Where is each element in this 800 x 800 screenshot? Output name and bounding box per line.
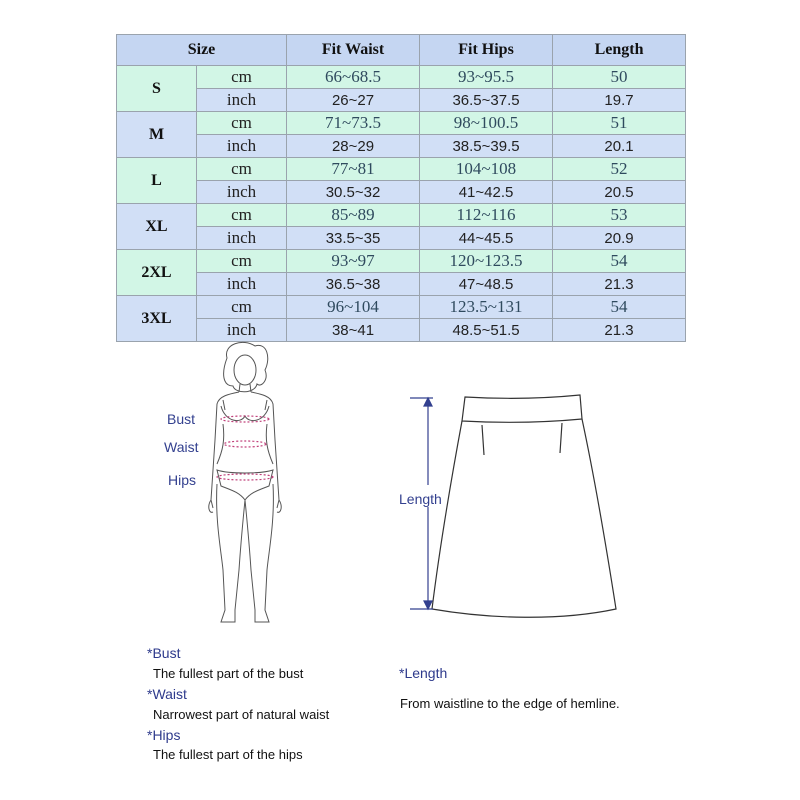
waist-cell: 30.5~32 xyxy=(287,181,420,204)
size-label: S xyxy=(117,66,197,112)
length-cell: 53 xyxy=(553,204,686,227)
hips-cell: 44~45.5 xyxy=(420,227,553,250)
size-chart-table xyxy=(116,34,686,342)
unit-cell: inch xyxy=(197,227,287,250)
size-label: XL xyxy=(117,204,197,250)
waist-cell: 96~104 xyxy=(287,296,420,319)
waist-cell: 28~29 xyxy=(287,135,420,158)
size-label: M xyxy=(117,112,197,158)
size-label: 2XL xyxy=(117,250,197,296)
hips-cell: 36.5~37.5 xyxy=(420,89,553,112)
note-hips-title: *Hips xyxy=(147,727,181,743)
length-cell: 19.7 xyxy=(553,89,686,112)
length-cell: 50 xyxy=(553,66,686,89)
length-cell: 21.3 xyxy=(553,273,686,296)
length-cell: 20.5 xyxy=(553,181,686,204)
hips-cell: 98~100.5 xyxy=(420,112,553,135)
hips-cell: 120~123.5 xyxy=(420,250,553,273)
unit-cell: cm xyxy=(197,158,287,181)
length-cell: 21.3 xyxy=(553,319,686,342)
header-size: Size xyxy=(117,35,287,66)
hips-cell: 47~48.5 xyxy=(420,273,553,296)
hips-cell: 41~42.5 xyxy=(420,181,553,204)
unit-cell: inch xyxy=(197,89,287,112)
note-length-title: *Length xyxy=(399,665,448,681)
unit-cell: inch xyxy=(197,319,287,342)
size-label: 3XL xyxy=(117,296,197,342)
unit-cell: cm xyxy=(197,204,287,227)
note-bust-title: *Bust xyxy=(147,645,181,661)
hips-label: Hips xyxy=(168,472,197,488)
hips-cell: 48.5~51.5 xyxy=(420,319,553,342)
size-label: L xyxy=(117,158,197,204)
hips-cell: 123.5~131 xyxy=(420,296,553,319)
table-row xyxy=(117,112,686,135)
length-cell: 52 xyxy=(553,158,686,181)
table-row xyxy=(117,204,686,227)
waist-cell: 77~81 xyxy=(287,158,420,181)
waist-cell: 33.5~35 xyxy=(287,227,420,250)
table-row xyxy=(117,296,686,319)
length-label: Length xyxy=(399,491,442,507)
unit-cell: cm xyxy=(197,66,287,89)
unit-cell: cm xyxy=(197,296,287,319)
unit-cell: inch xyxy=(197,181,287,204)
length-cell: 51 xyxy=(553,112,686,135)
body-figure-illustration xyxy=(195,340,295,630)
table-row xyxy=(117,319,686,342)
table-row xyxy=(117,158,686,181)
unit-cell: inch xyxy=(197,273,287,296)
table-row xyxy=(117,181,686,204)
header-length: Length xyxy=(553,35,686,66)
length-cell: 54 xyxy=(553,250,686,273)
waist-cell: 38~41 xyxy=(287,319,420,342)
hips-cell: 38.5~39.5 xyxy=(420,135,553,158)
note-bust-desc: The fullest part of the bust xyxy=(153,666,304,681)
table-row xyxy=(117,273,686,296)
header-fit-waist: Fit Waist xyxy=(287,35,420,66)
bust-label: Bust xyxy=(167,411,196,427)
table-header-row xyxy=(117,35,686,66)
waist-cell: 93~97 xyxy=(287,250,420,273)
length-cell: 20.9 xyxy=(553,227,686,250)
waist-cell: 26~27 xyxy=(287,89,420,112)
waist-label: Waist xyxy=(164,439,199,455)
unit-cell: cm xyxy=(197,112,287,135)
waist-cell: 85~89 xyxy=(287,204,420,227)
unit-cell: cm xyxy=(197,250,287,273)
table-row xyxy=(117,89,686,112)
unit-cell: inch xyxy=(197,135,287,158)
hips-cell: 104~108 xyxy=(420,158,553,181)
header-fit-hips: Fit Hips xyxy=(420,35,553,66)
table-row xyxy=(117,227,686,250)
waist-cell: 36.5~38 xyxy=(287,273,420,296)
table-row xyxy=(117,66,686,89)
length-cell: 20.1 xyxy=(553,135,686,158)
note-hips-desc: The fullest part of the hips xyxy=(153,747,303,762)
table-row xyxy=(117,135,686,158)
length-cell: 54 xyxy=(553,296,686,319)
waist-cell: 71~73.5 xyxy=(287,112,420,135)
waist-cell: 66~68.5 xyxy=(287,66,420,89)
note-length-desc: From waistline to the edge of hemline. xyxy=(400,696,620,711)
hips-cell: 93~95.5 xyxy=(420,66,553,89)
note-waist-desc: Narrowest part of natural waist xyxy=(153,707,330,722)
table-row xyxy=(117,250,686,273)
hips-cell: 112~116 xyxy=(420,204,553,227)
note-waist-title: *Waist xyxy=(147,686,187,702)
